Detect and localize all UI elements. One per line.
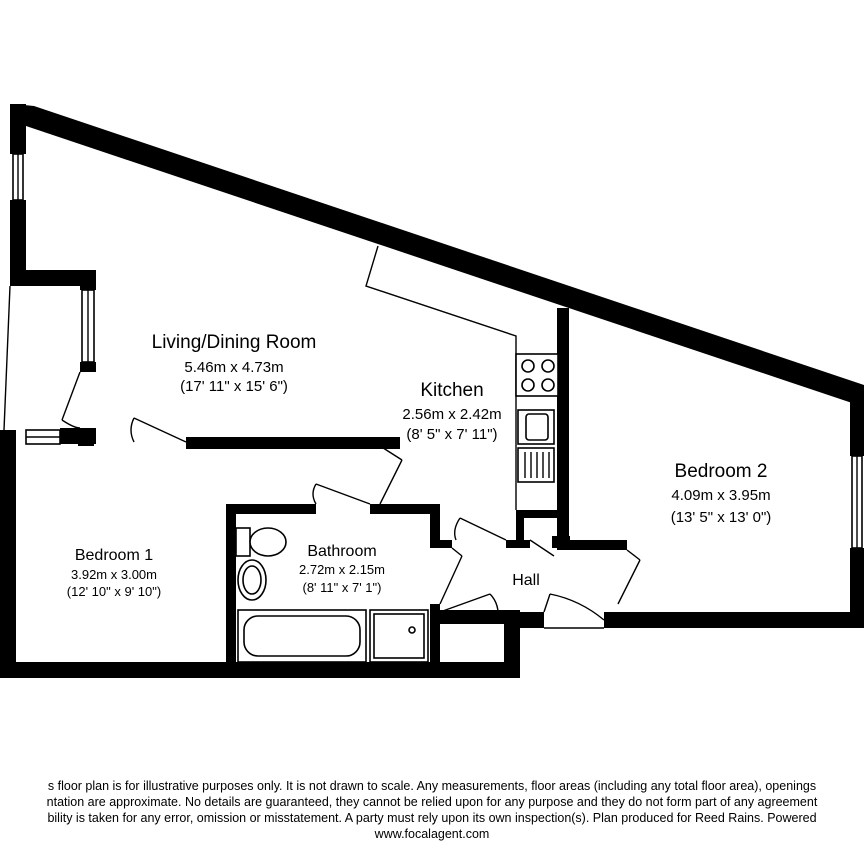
room-name: Bathroom	[307, 543, 377, 560]
kitchen-fittings	[516, 354, 558, 482]
disclaimer-line-1: s floor plan is for illustrative purposes only. It is not drawn to scale. Any measurements, floor areas (including any total floor area), openings	[47, 779, 817, 793]
room-imperial: (17' 11" x 15' 6")	[180, 378, 288, 395]
room-imperial: (12' 10" x 9' 10")	[66, 584, 162, 599]
room-imperial: (13' 5" x 13' 0")	[670, 509, 772, 526]
room-name: Kitchen	[420, 380, 484, 401]
disclaimer-line-4: www.focalagent.com	[374, 827, 490, 841]
room-name: Bedroom 2	[674, 461, 768, 482]
room-metric: 5.46m x 4.73m	[184, 359, 284, 376]
disclaimer-line-3: bility is taken for any error, omission or misstatement. A party must rely upon its own inspection(s). Plan produced for Reed Rains. Powered	[47, 811, 817, 825]
toilet-cistern-icon	[236, 528, 250, 556]
room-metric: 2.72m x 2.15m	[299, 562, 385, 577]
room-bedroom-1	[67, 547, 161, 599]
disclaimer	[0, 778, 864, 842]
room-kitchen	[402, 380, 501, 443]
room-name: Hall	[512, 572, 540, 589]
room-bathroom	[299, 543, 385, 595]
room-metric: 3.92m x 3.00m	[71, 567, 157, 582]
room-name: Bedroom 1	[74, 547, 154, 564]
room-name: Living/Dining Room	[151, 332, 317, 353]
room-hall	[512, 572, 540, 589]
room-imperial: (8' 11" x 7' 1")	[302, 580, 382, 595]
room-imperial: (8' 5" x 7' 11")	[406, 426, 498, 443]
room-metric: 4.09m x 3.95m	[671, 487, 771, 504]
room-metric: 2.56m x 2.42m	[402, 406, 502, 423]
room-living-dining	[152, 332, 317, 395]
toilet-icon	[250, 528, 286, 556]
room-bedroom-2	[671, 461, 772, 526]
disclaimer-line-2: ntation are approximate. No details are guaranteed, they cannot be relied upon for any purpose and they do not form part of any agreement	[46, 795, 818, 809]
